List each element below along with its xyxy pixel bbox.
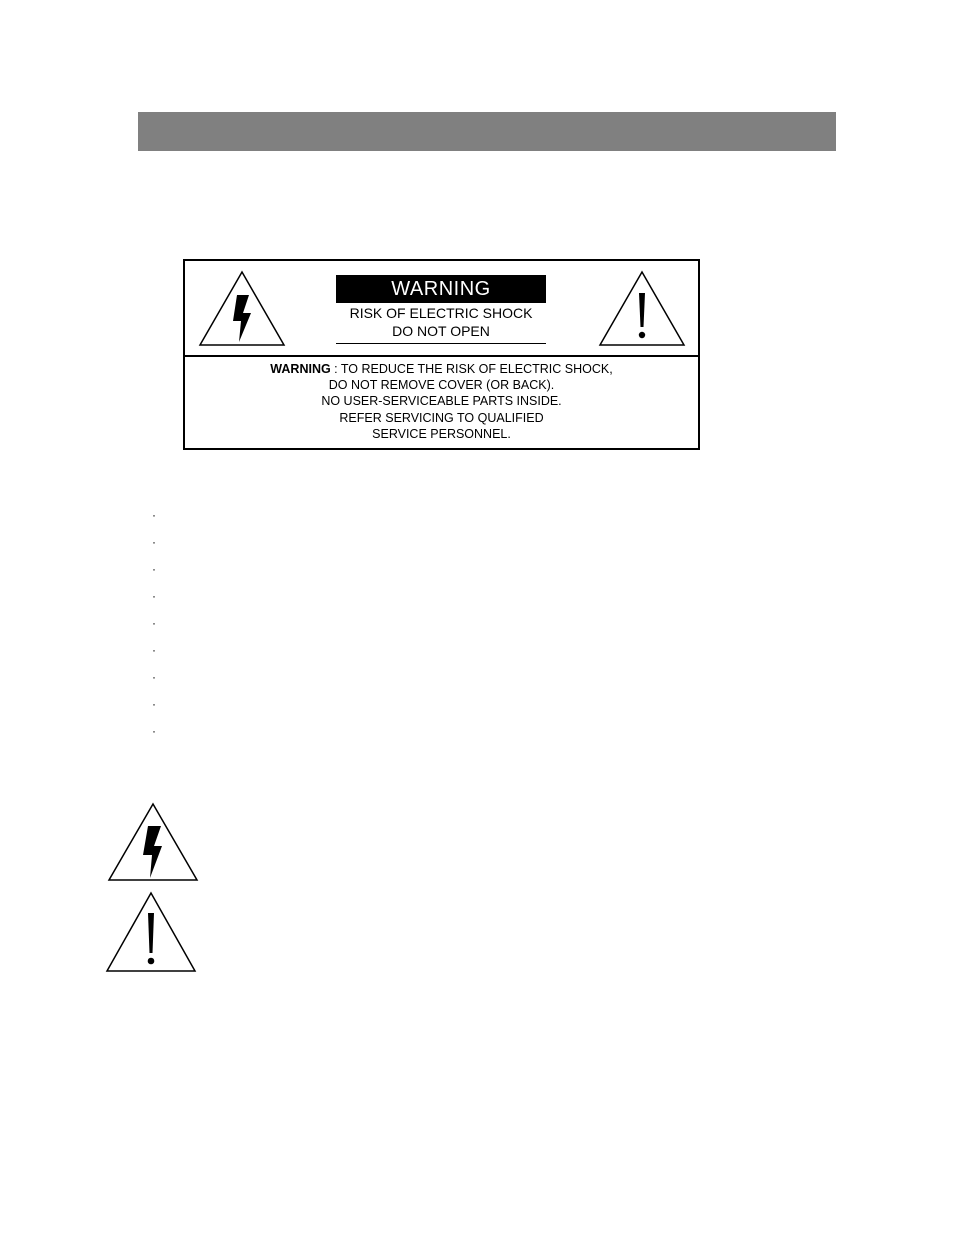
list-item: · <box>152 616 156 630</box>
list-item: · <box>152 508 156 522</box>
risk-line-2: DO NOT OPEN <box>392 323 490 339</box>
warning-body-line-1 <box>185 361 698 377</box>
warning-title: WARNING <box>336 275 546 303</box>
warning-body-bold: WARNING <box>270 362 331 376</box>
warning-label-body <box>185 361 698 442</box>
warning-body-line-4: REFER SERVICING TO QUALIFIED <box>339 410 544 425</box>
list-item: · <box>152 697 156 711</box>
exclamation-triangle-icon <box>597 269 687 347</box>
list-item: · <box>152 724 156 738</box>
risk-underline <box>336 343 546 344</box>
exclamation-triangle-icon <box>105 891 197 973</box>
risk-line-1: RISK OF ELECTRIC SHOCK <box>349 305 533 321</box>
list-item: · <box>152 670 156 684</box>
section-header-bar <box>138 112 836 151</box>
lightning-bolt-triangle-icon <box>197 269 287 347</box>
warning-label-top <box>185 261 698 357</box>
warning-body-line-2: DO NOT REMOVE COVER (OR BACK). <box>328 378 555 393</box>
list-item: · <box>152 589 156 603</box>
list-item: · <box>152 562 156 576</box>
lightning-bolt-triangle-icon <box>107 802 199 882</box>
bullet-list <box>152 505 156 748</box>
warning-body-line-3: NO USER-SERVICEABLE PARTS INSIDE. <box>321 394 562 409</box>
list-item: · <box>152 643 156 657</box>
warning-body-line-1-rest: : TO REDUCE THE RISK OF ELECTRIC SHOCK, <box>330 362 613 376</box>
warning-label <box>183 259 700 450</box>
warning-body-line-5: SERVICE PERSONNEL. <box>372 426 511 441</box>
list-item: · <box>152 535 156 549</box>
